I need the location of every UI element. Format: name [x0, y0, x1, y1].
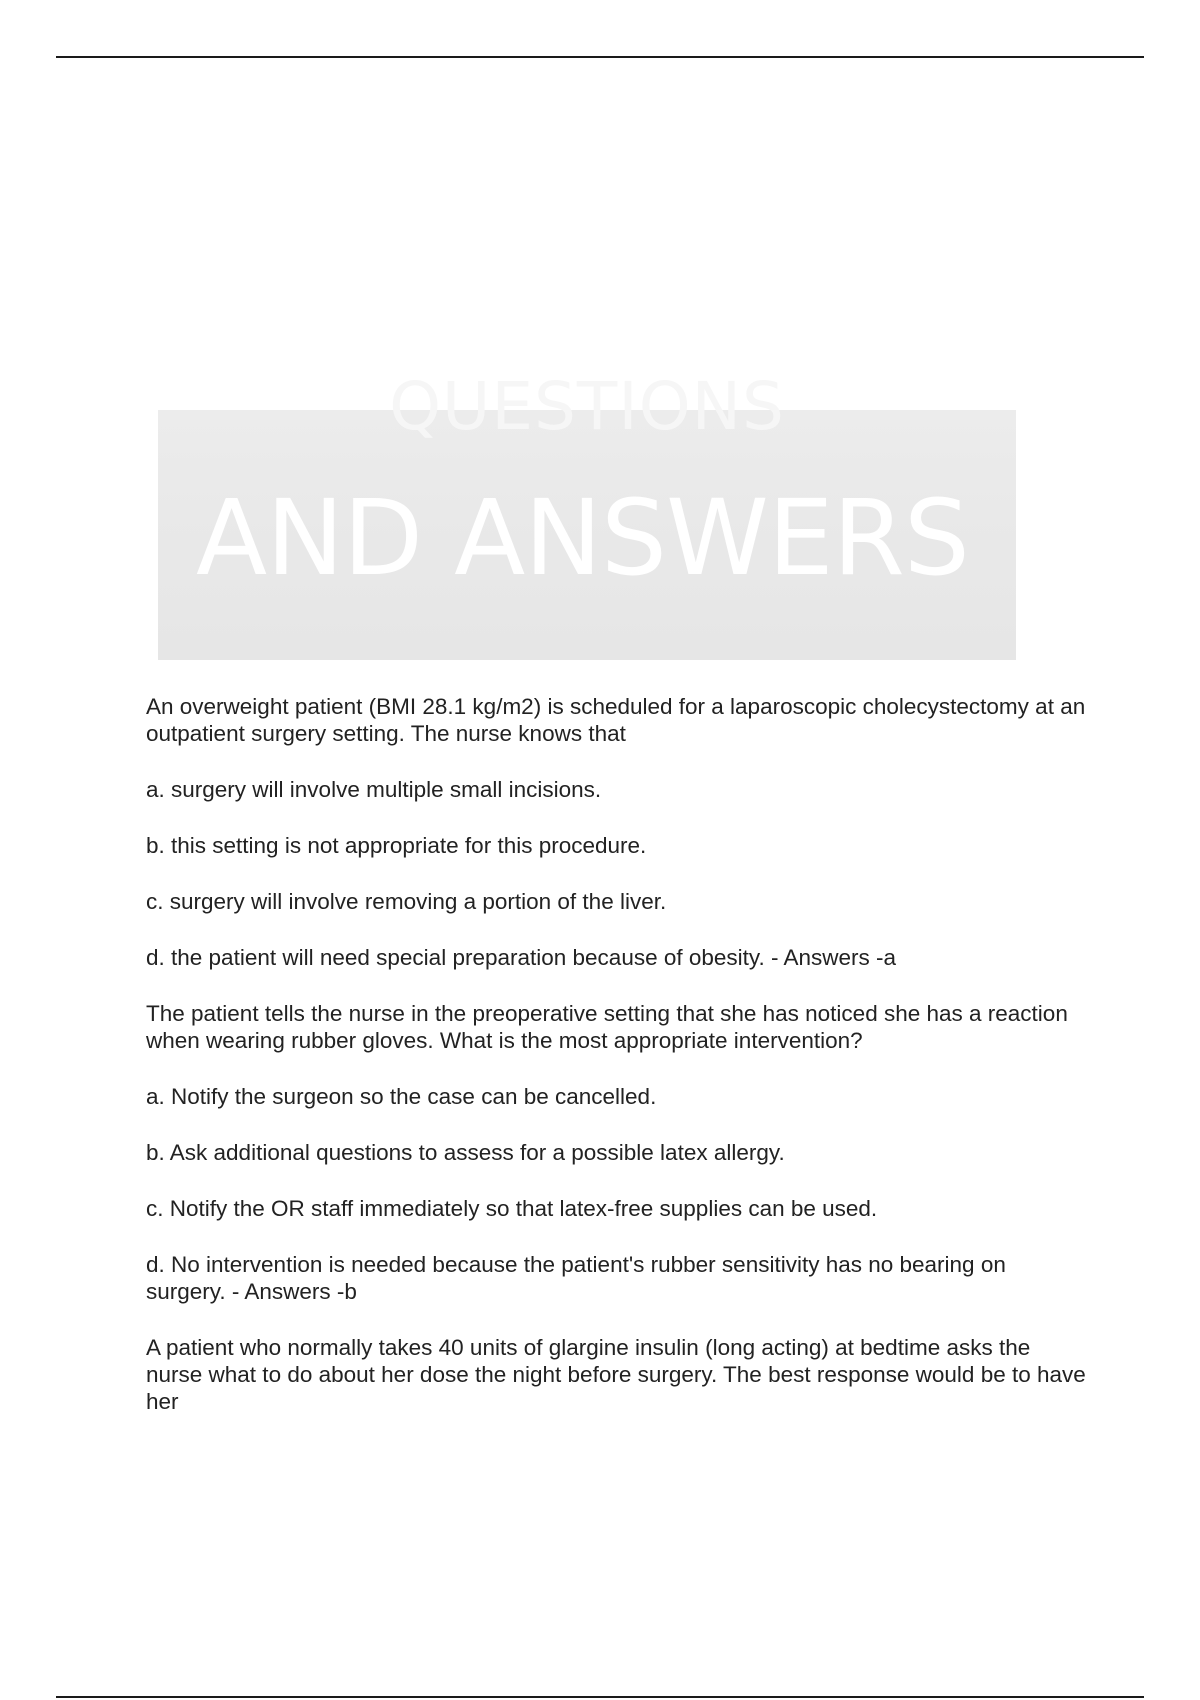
question-1-option-c: c. surgery will involve removing a portion of the liver.	[146, 889, 667, 914]
question-1-option-a: a. surgery will involve multiple small incisions.	[146, 777, 602, 802]
question-2-option-d-answer: d. No intervention is needed because the patient's rubber sensitivity has no bearing on surgery. - Answers -b	[146, 1252, 1006, 1304]
question-1-stem: An overweight patient (BMI 28.1 kg/m2) is scheduled for a laparoscopic cholecystectomy at an outpatient surgery setting. The nurse knows that	[146, 694, 1086, 746]
question-1-option-d-answer: d. the patient will need special preparation because of obesity. - Answers -a	[146, 945, 897, 970]
banner-faded-text: QUESTIONS	[389, 368, 785, 445]
question-2-option-a: a. Notify the surgeon so the case can be cancelled.	[146, 1084, 657, 1109]
question-3-stem: A patient who normally takes 40 units of glargine insulin (long acting) at bedtime asks the nurse what to do about her dose the night before surgery. The best response would be to have her	[146, 1335, 1086, 1414]
bottom-divider	[56, 1696, 1144, 1698]
title-banner	[158, 368, 1016, 660]
banner-title: AND ANSWERS	[196, 477, 969, 599]
question-2-stem: The patient tells the nurse in the preoperative setting that she has noticed she has a reaction when wearing rubber gloves. What is the most appropriate intervention?	[146, 1001, 1068, 1053]
top-divider	[56, 56, 1144, 58]
document-body	[146, 693, 1086, 1444]
question-2-option-b: b. Ask additional questions to assess for a possible latex allergy.	[146, 1140, 785, 1165]
question-1-option-b: b. this setting is not appropriate for this procedure.	[146, 833, 647, 858]
question-2-option-c: c. Notify the OR staff immediately so that latex-free supplies can be used.	[146, 1196, 878, 1221]
